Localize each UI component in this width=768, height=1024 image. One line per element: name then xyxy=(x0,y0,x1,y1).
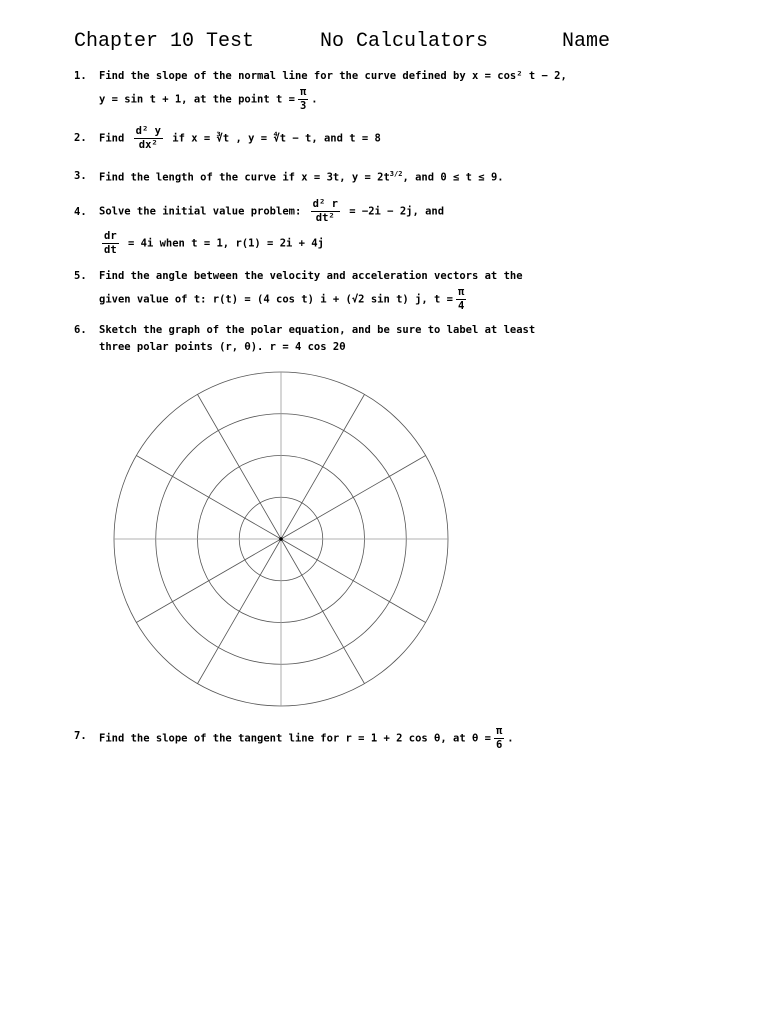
polar-ray xyxy=(136,456,281,540)
question-text-part: Find the length of the curve if x = 3t, y = 2t xyxy=(99,171,390,184)
question-text-part: = 4i when t = 1, r(1) = 2i + 4j xyxy=(127,237,324,250)
denominator: dt² xyxy=(315,212,335,224)
test-title: Chapter 10 Test xyxy=(74,30,255,53)
polar-ray xyxy=(281,539,365,684)
polar-ray xyxy=(198,539,282,684)
numerator: π xyxy=(458,286,465,298)
polar-grid xyxy=(112,370,452,710)
numerator: d² r xyxy=(312,198,338,210)
denominator: 3 xyxy=(299,100,307,112)
question-number: 2. xyxy=(74,132,87,144)
polar-grid-lines xyxy=(114,372,448,706)
denominator: dt xyxy=(104,244,117,256)
question-number: 1. xyxy=(74,70,87,82)
exponent: 3/2 xyxy=(389,170,403,178)
fraction xyxy=(311,198,340,225)
numerator: dr xyxy=(104,230,117,242)
question-text-part: given value of t: r(t) = (4 cos t) i + (√2 sin t) j, t = xyxy=(99,293,454,306)
polar-ray xyxy=(281,456,426,540)
question-text-part: Find the slope of the tangent line for r = 1 + 2 cos θ, at θ = xyxy=(99,732,491,745)
question-text-line2: three polar points (r, θ). r = 4 cos 2θ xyxy=(99,341,346,353)
name-label: Name xyxy=(562,30,611,53)
question-text xyxy=(99,170,504,184)
fraction xyxy=(102,230,119,257)
fraction xyxy=(494,725,504,752)
fraction xyxy=(134,125,163,152)
denominator: 6 xyxy=(495,739,503,751)
question-text: Find the slope of the normal line for the curve defined by x = cos² t − 2, xyxy=(99,70,567,82)
question-text-part: Find xyxy=(99,132,125,145)
question-text-part: = −2i − 2j, and xyxy=(349,205,445,218)
question-text-line2 xyxy=(99,86,318,113)
polar-ray xyxy=(136,539,281,623)
question-text: Sketch the graph of the polar equation, and be sure to label at least xyxy=(99,324,536,336)
question-number: 4. xyxy=(74,206,87,218)
question-text-part: Solve the initial value problem: xyxy=(99,205,302,218)
question-text xyxy=(99,125,381,152)
question-number: 6. xyxy=(74,324,87,336)
question-text-line2 xyxy=(99,286,469,313)
question-text-part: if x = ∛t , y = ∜t − t, and t = 8 xyxy=(172,132,381,145)
numerator: π xyxy=(495,725,503,737)
question-text-part: , and 0 ≤ t ≤ 9. xyxy=(402,171,504,184)
denominator: dx² xyxy=(138,139,158,151)
fraction xyxy=(456,286,466,313)
fraction xyxy=(298,86,308,113)
question-text: Find the angle between the velocity and acceleration vectors at the xyxy=(99,270,523,282)
no-calculators-label: No Calculators xyxy=(320,30,489,53)
question-text-part: y = sin t + 1, at the point t = xyxy=(99,93,295,106)
numerator: d² y xyxy=(135,125,161,137)
question-number: 3. xyxy=(74,170,87,182)
polar-ray xyxy=(281,394,365,539)
question-text xyxy=(99,725,514,752)
polar-ray xyxy=(198,394,282,539)
polar-ray xyxy=(281,539,426,623)
question-text-part: . xyxy=(311,93,318,106)
question-text-part: . xyxy=(507,732,514,745)
question-number: 7. xyxy=(74,730,87,742)
numerator: π xyxy=(299,86,307,98)
polar-origin xyxy=(279,537,283,541)
question-text xyxy=(99,198,444,225)
denominator: 4 xyxy=(458,300,465,312)
question-text-line2 xyxy=(99,230,324,257)
question-number: 5. xyxy=(74,270,87,282)
